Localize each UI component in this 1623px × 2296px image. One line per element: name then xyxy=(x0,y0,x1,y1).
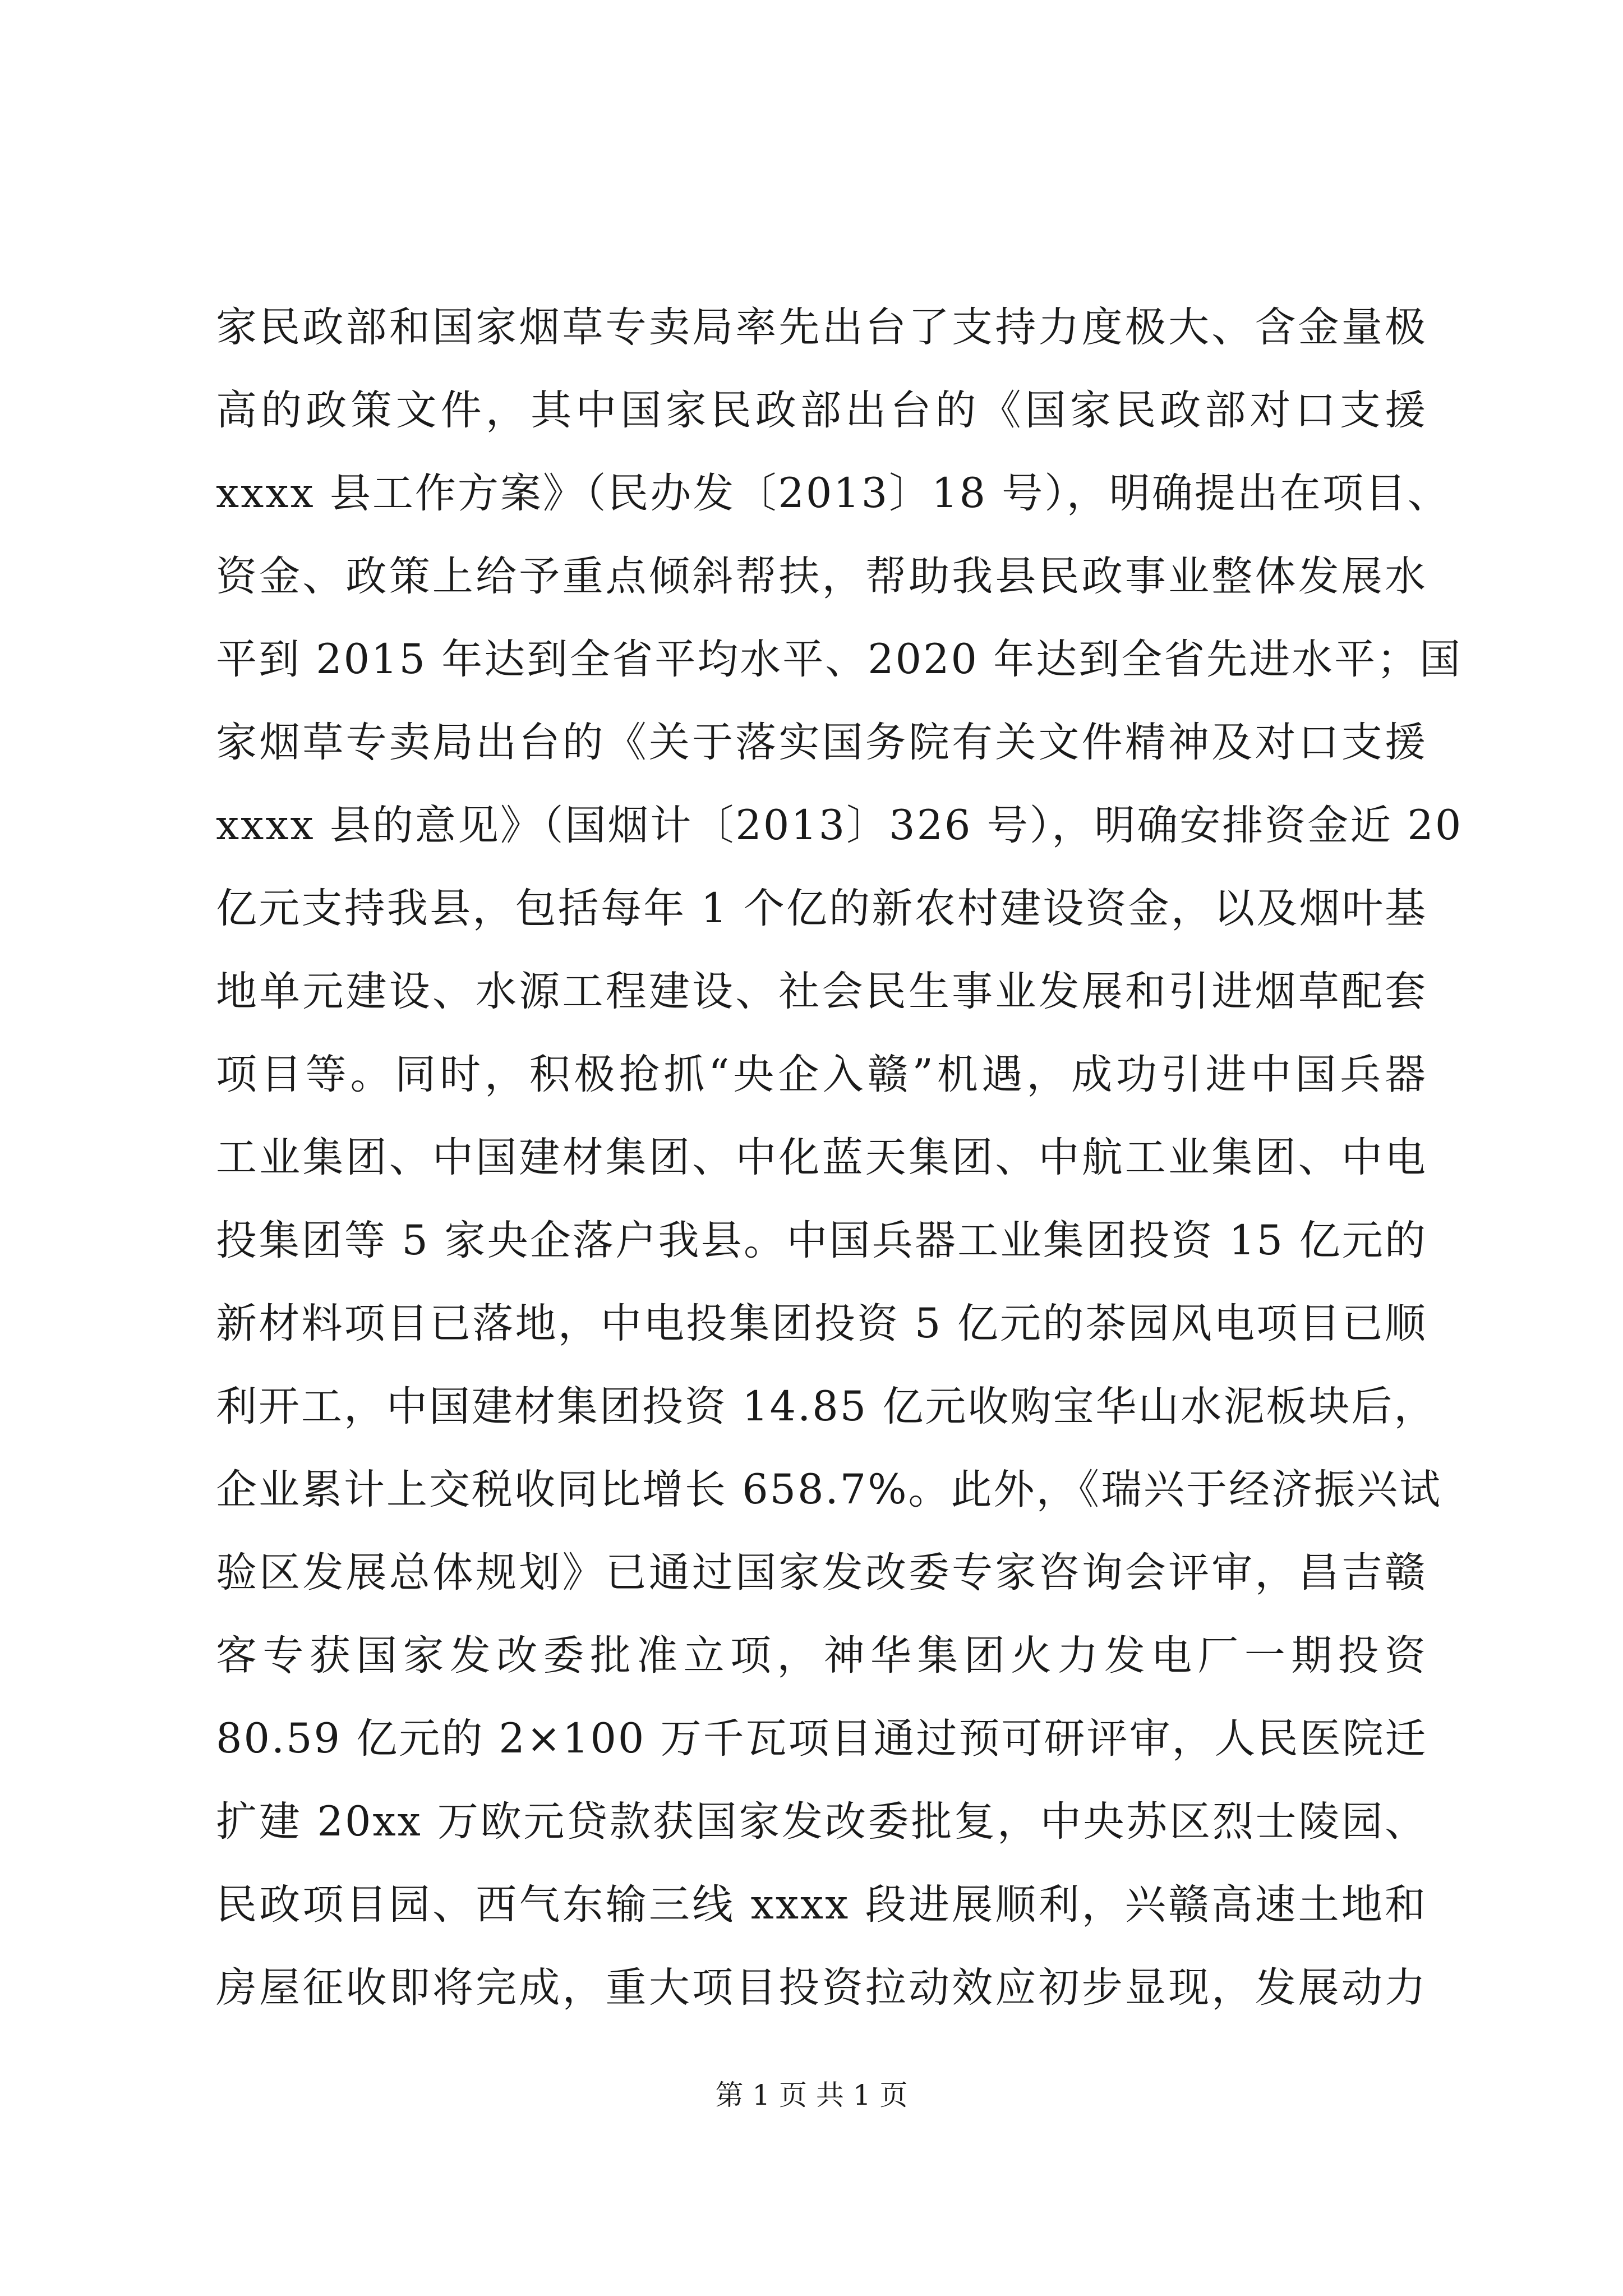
text-line-12: 投集团等 5 家央企落户我县。中国兵器工业集团投资 15 亿元的 xyxy=(216,1217,1427,1264)
text-line-9: 地单元建设、水源工程建设、社会民生事业发展和引进烟草配套 xyxy=(216,968,1427,1015)
text-line-6: 家烟草专卖局出台的《关于落实国务院有关文件精神及对口支援 xyxy=(216,719,1427,766)
text-line-11: 工业集团、中国建材集团、中化蓝天集团、中航工业集团、中电 xyxy=(216,1134,1427,1181)
text-line-7: xxxx 县的意见》（国烟计〔2013〕326 号），明确安排资金近 20 xyxy=(216,802,1463,849)
text-line-4: 资金、政策上给予重点倾斜帮扶，帮助我县民政事业整体发展水 xyxy=(216,553,1427,600)
text-line-10: 项目等。同时，积极抢抓“央企入赣”机遇，成功引进中国兵器 xyxy=(216,1051,1427,1098)
text-line-21: 房屋征收即将完成，重大项目投资拉动效应初步显现，发展动力 xyxy=(216,1964,1427,2012)
page-footer: 第 1 页 共 1 页 xyxy=(715,2079,908,2111)
text-line-15: 企业累计上交税收同比增长 658.7%。此外，《瑞兴于经济振兴试 xyxy=(216,1466,1442,1513)
text-line-16: 验区发展总体规划》已通过国家发改委专家咨询会评审，昌吉赣 xyxy=(216,1549,1427,1596)
body-paragraph xyxy=(216,286,1463,2030)
text-line-13: 新材料项目已落地，中电投集团投资 5 亿元的茶园风电项目已顺 xyxy=(216,1300,1427,1347)
text-line-19: 扩建 20xx 万欧元贷款获国家发改委批复，中央苏区烈士陵园、 xyxy=(216,1798,1427,1846)
text-line-8: 亿元支持我县，包括每年 1 个亿的新农村建设资金，以及烟叶基 xyxy=(216,885,1427,932)
text-line-1: 家民政部和国家烟草专卖局率先出台了支持力度极大、含金量极 xyxy=(216,303,1427,351)
text-line-20: 民政项目园、西气东输三线 xxxx 段进展顺利，兴赣高速土地和 xyxy=(216,1881,1427,1929)
text-line-2: 高的政策文件，其中国家民政部出台的《国家民政部对口支援 xyxy=(216,386,1427,434)
text-line-14: 利开工，中国建材集团投资 14.85 亿元收购宝华山水泥板块后， xyxy=(216,1383,1437,1430)
text-line-3: xxxx 县工作方案》（民办发〔2013〕18 号），明确提出在项目、 xyxy=(216,470,1450,517)
text-line-18: 80.59 亿元的 2×100 万千瓦项目通过预可研评审，人民医院迁 xyxy=(216,1715,1428,1763)
text-line-17: 客专获国家发改委批准立项，神华集团火力发电厂一期投资 xyxy=(216,1632,1427,1680)
text-line-5: 平到 2015 年达到全省平均水平、2020 年达到全省先进水平；国 xyxy=(216,636,1463,683)
